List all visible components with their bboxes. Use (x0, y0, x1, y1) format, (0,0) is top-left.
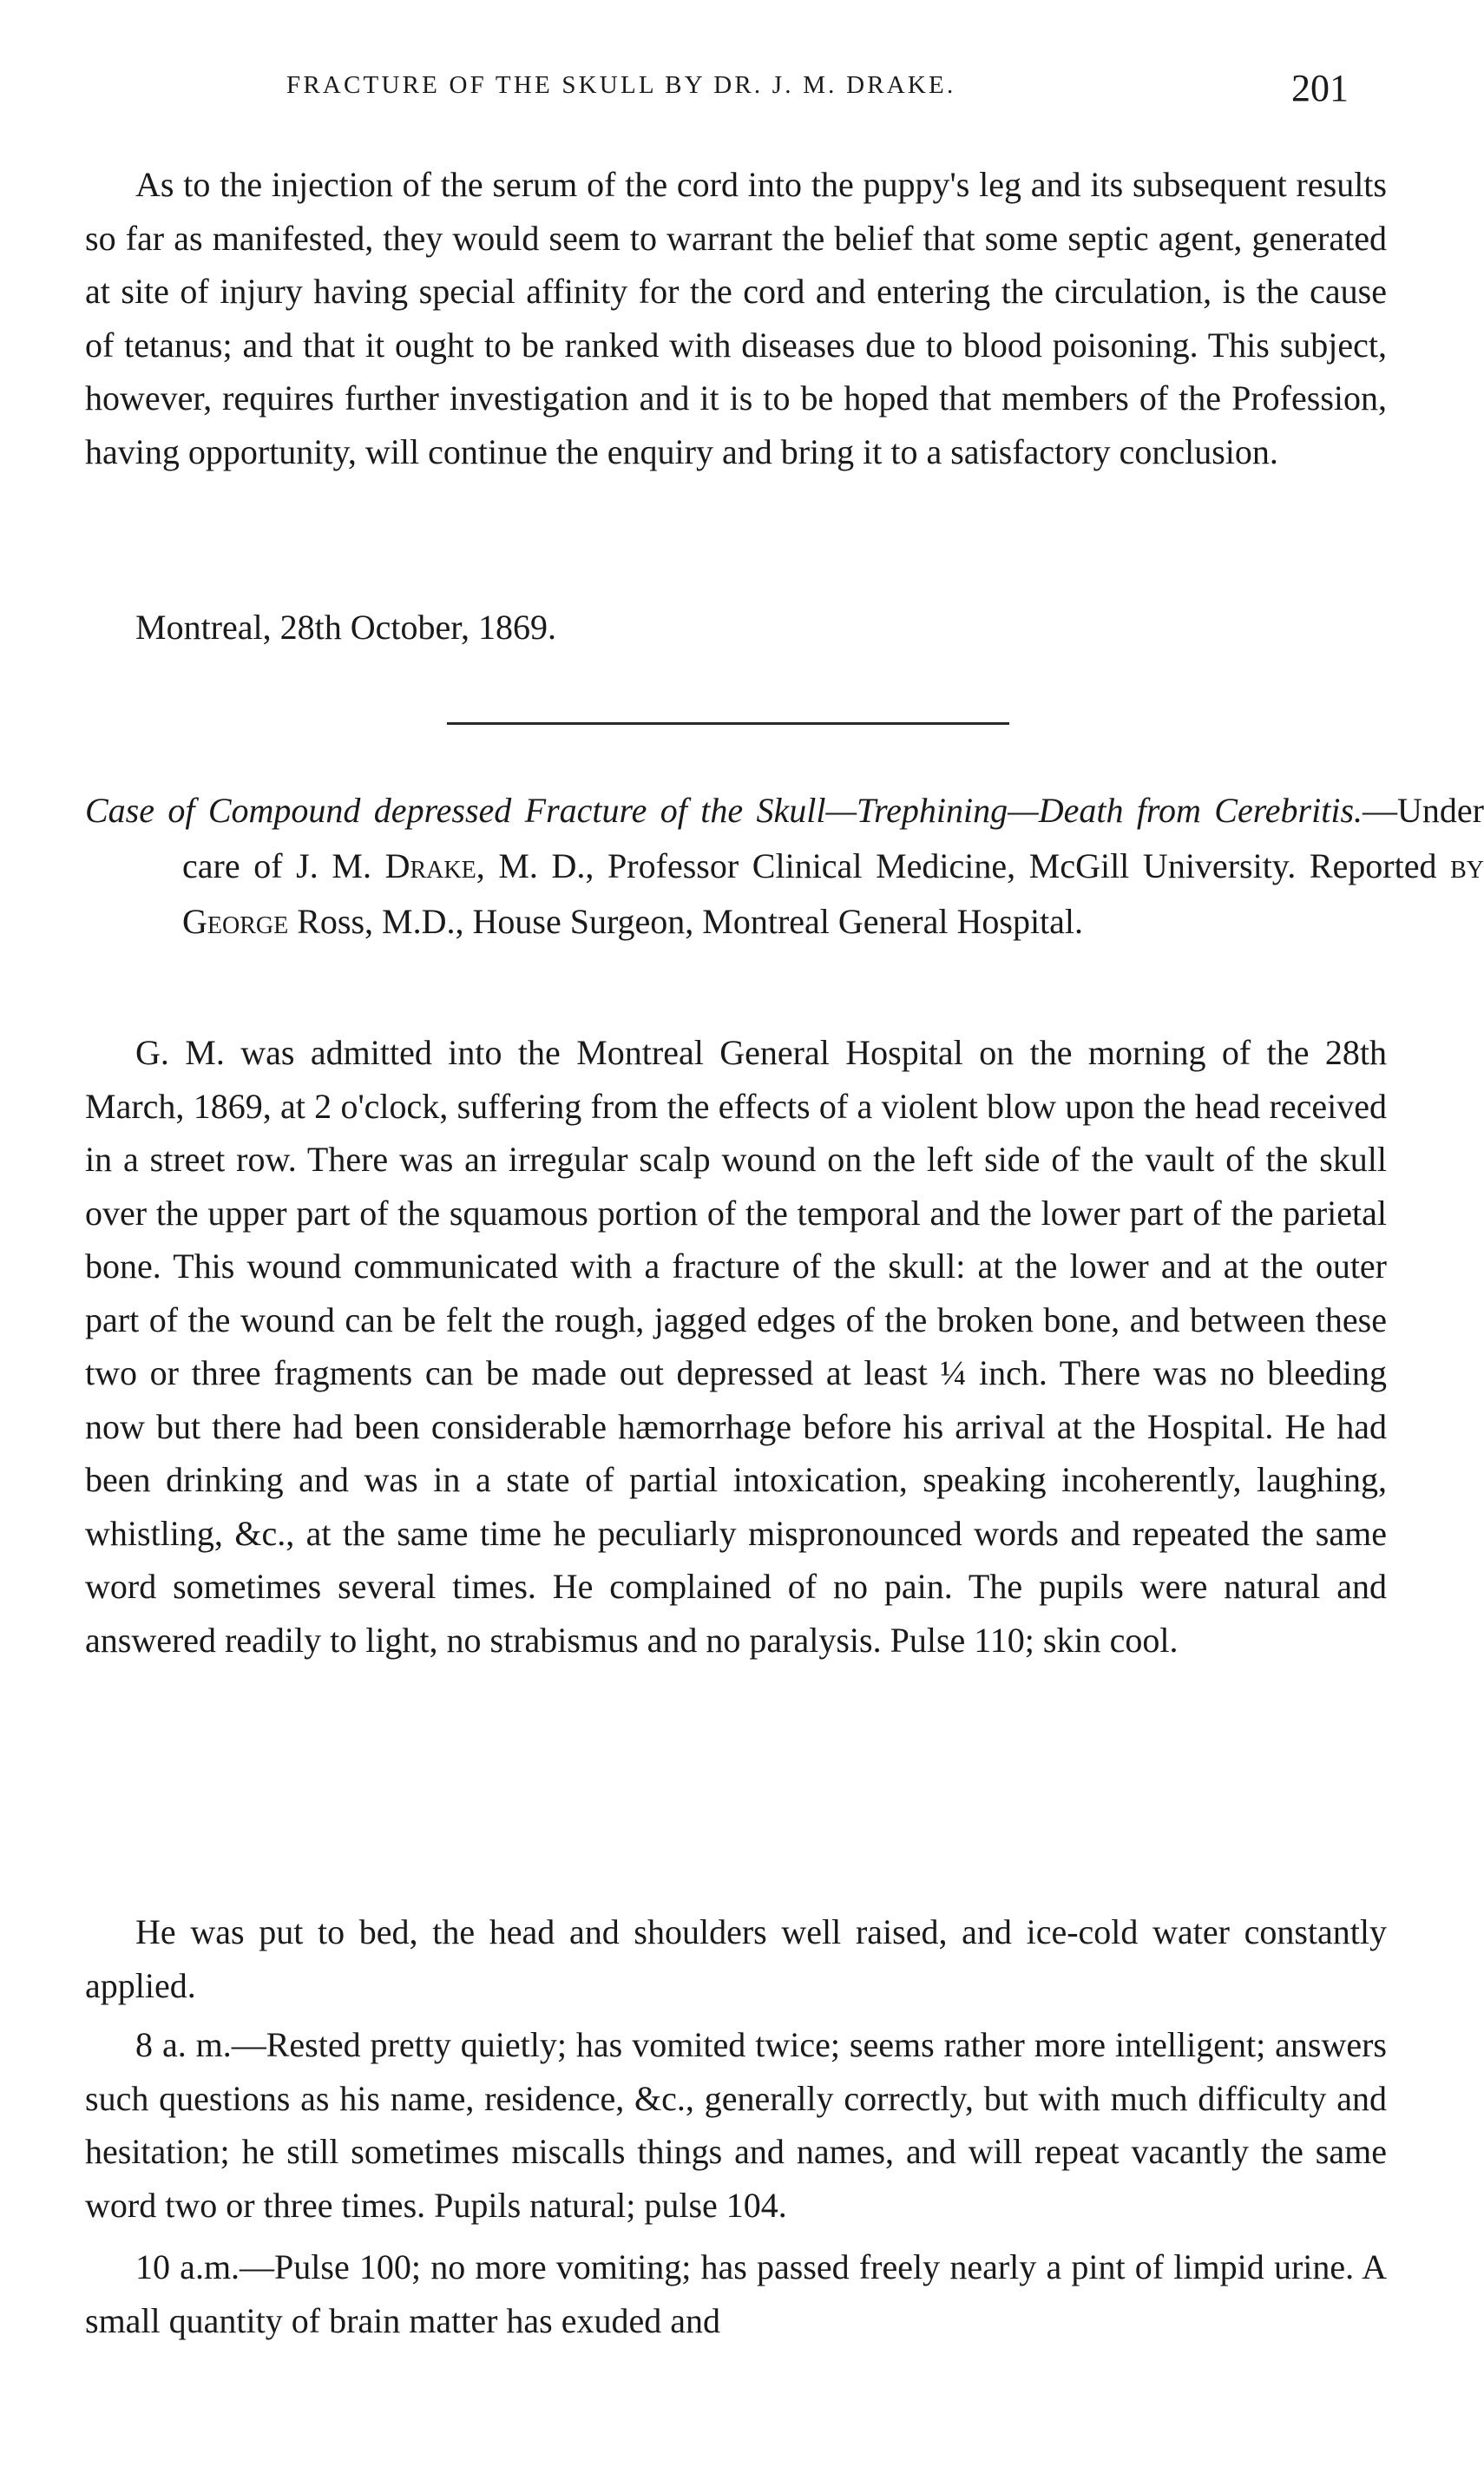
bed-paragraph: He was put to bed, the head and shoulders well raised, and ice-cold water constantly applied. (85, 1912, 1387, 2005)
section-separator-rule (447, 722, 1009, 725)
page-number: 201 (1291, 67, 1349, 109)
dateline: Montreal, 28th October, 1869. (135, 608, 556, 647)
case-author-credentials: , M. D., Professor Clinical Medicine, McGill University. Reported (476, 846, 1437, 885)
case-reported-by: by (1450, 846, 1484, 885)
case-heading (85, 783, 1484, 950)
case-reporter-first-name: George (182, 902, 289, 941)
case-title: Case of Compound depressed Fracture of the Skull—Trephining—Death from Cerebritis. (85, 791, 1363, 830)
running-header (0, 66, 1471, 118)
injection-paragraph: As to the injection of the serum of the cord into the puppy's leg and its subsequent results so far as manifested, they would seem to warrant the belief that some septic agent, generated at site of injury having special affinity for the cord and entering the circulation, is the cause of tetanus; and that it ought to be ranked with diseases due to blood poisoning. This subject, however, requires further investigation and it is to be hoped that members of the Profession, having opportunity, will continue the enquiry and bring it to a satisfactory conclusion. (85, 165, 1387, 471)
running-title: FRACTURE OF THE SKULL BY DR. J. M. DRAKE. (286, 71, 956, 99)
case-reporter-rest: Ross, M.D., House Surgeon, Montreal General Hospital. (297, 902, 1084, 941)
admission-paragraph: G. M. was admitted into the Montreal General Hospital on the morning of the 28th March, 1869, at 2 o'clock, suffering from the effects of a violent blow upon the head received in a street row. There was an irregular scalp wound on the left side of the vault of the skull over the upper part of the squamous portion of the temporal and the lower part of the parietal bone. This wound communicated with a fracture of the skull: at the lower and at the outer part of the wound can be felt the rough, jagged edges of the broken bone, and between these two or three fragments can be made out depressed at least ¼ inch. There was no bleeding now but there had been considerable hæmorrhage before his arrival at the Hospital. He had been drinking and was in a state of partial intoxication, speaking incoherently, laughing, whistling, &c., at the same time he peculiarly mispronounced words and repeated the same word sometimes several times. He complained of no pain. The pupils were natural and answered readily to light, no strabismus and no paralysis. Pulse 110; skin cool. (85, 1033, 1387, 1660)
ten-am-paragraph: 10 a.m.—Pulse 100; no more vomiting; has passed freely nearly a pint of limpid urine. A small quantity of brain matter has exuded and (85, 2247, 1387, 2340)
case-under-care: —Under care of J. M. (182, 791, 1484, 885)
case-author-drake: Drake (384, 846, 476, 885)
eight-am-paragraph: 8 a. m.—Rested pretty quietly; has vomited twice; seems rather more intelligent; answers such questions as his name, residence, &c., generally correctly, but with much difficulty and hesitation; he still sometimes miscalls things and names, and will repeat vacantly the same word two or three times. Pupils natural; pulse 104. (85, 2025, 1387, 2225)
